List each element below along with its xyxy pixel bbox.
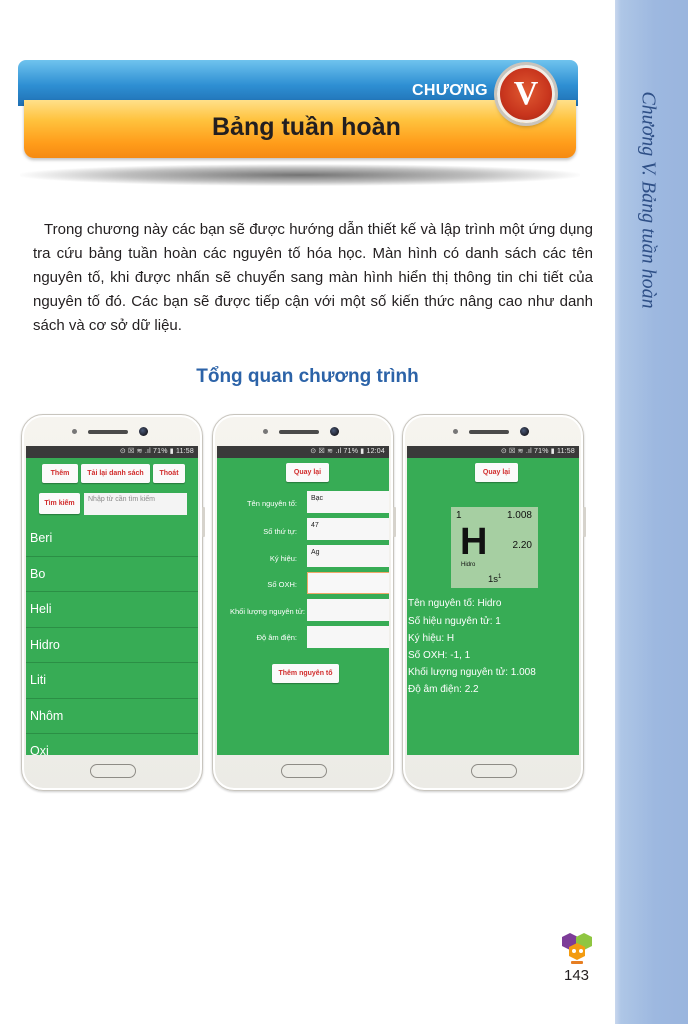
camera-icon — [520, 427, 529, 436]
add-element-button[interactable]: Thêm nguyên tố — [272, 664, 339, 683]
mass-label: Khối lượng nguyên tử: — [229, 607, 305, 616]
electron-config-base: 1s — [488, 574, 499, 586]
detail-atomic-number: Số hiệu nguyên tử: 1 — [408, 616, 501, 627]
list-item[interactable]: Hidro — [26, 628, 198, 664]
name-label: Tên nguyên tố: — [246, 499, 297, 508]
earpiece — [469, 430, 509, 434]
home-button[interactable] — [471, 764, 517, 778]
electronegativity-field[interactable] — [307, 626, 389, 648]
camera-icon — [330, 427, 339, 436]
element-symbol: H — [460, 521, 488, 563]
detail-mass: Khối lượng nguyên tử: 1.008 — [408, 667, 536, 678]
symbol-label: Ký hiệu: — [269, 554, 297, 563]
phone-add-form-screen — [212, 414, 394, 791]
home-button[interactable] — [90, 764, 136, 778]
section-title: Tổng quan chương trình — [196, 366, 419, 387]
chapter-badge — [497, 65, 555, 123]
list-item[interactable]: Oxi — [30, 744, 49, 755]
add-button[interactable]: Thêm — [42, 464, 78, 483]
side-key — [583, 507, 586, 537]
side-key — [393, 507, 396, 537]
sensor-dot — [72, 429, 77, 434]
number-field[interactable]: 47 — [307, 518, 389, 540]
status-bar: ⊙ ☒ ≋ .ıl 71% ▮ 12:04 — [217, 446, 389, 458]
detail-symbol: Ký hiệu: H — [408, 633, 455, 644]
atomic-number: 1 — [456, 510, 462, 521]
symbol-field[interactable]: Ag — [307, 545, 389, 567]
sensor-dot — [263, 429, 268, 434]
atomic-mass: 1.008 — [506, 510, 532, 521]
detail-oxidation: Số OXH: -1, 1 — [408, 650, 471, 661]
element-name: Hidro — [461, 562, 476, 568]
element-tile — [451, 507, 538, 588]
search-input[interactable]: Nhập từ cần tìm kiếm — [84, 493, 187, 515]
earpiece — [279, 430, 319, 434]
search-button[interactable]: Tìm kiếm — [39, 493, 80, 514]
electronegativity-label: Độ âm điện: — [256, 633, 297, 642]
intro-paragraph: Trong chương này các bạn sẽ được hướng dẫn thiết kế và lập trình một ứng dụng tra cứu bảng tuần hoàn các nguyên tố hóa học. Màn hình có danh sách các tên nguyên tố, khi được nhấn sẽ chuyển sang màn hình hiển thị thông tin chi tiết của nguyên tố đó. Các bạn sẽ được tiếp cận với một số kiến thức nâng cao như danh sách và cơ sở dữ liệu. — [33, 221, 593, 334]
chapter-title: Bảng tuần hoàn — [212, 113, 401, 141]
side-key — [202, 507, 205, 537]
list-item[interactable]: Nhôm — [26, 699, 198, 735]
number-label: Số thứ tự: — [263, 527, 297, 536]
electron-config — [488, 574, 501, 585]
side-tab-text: Chương V. Bảng tuần hoàn — [637, 91, 660, 309]
element-list — [26, 521, 198, 755]
phone-list-screen — [21, 414, 203, 791]
earpiece — [88, 430, 128, 434]
back-button[interactable]: Quay lại — [475, 463, 518, 482]
sensor-dot — [453, 429, 458, 434]
reload-list-button[interactable]: Tải lại danh sách — [81, 464, 150, 483]
electronegativity: 2.20 — [512, 540, 532, 551]
list-item[interactable]: Beri — [26, 521, 198, 557]
list-item[interactable]: Heli — [26, 592, 198, 628]
publisher-logo-icon — [562, 931, 598, 965]
mass-field[interactable] — [307, 599, 389, 621]
home-button[interactable] — [281, 764, 327, 778]
chapter-label: CHƯƠNG — [412, 82, 488, 99]
exit-button[interactable]: Thoát — [153, 464, 185, 483]
app-screen — [26, 446, 198, 755]
camera-icon — [139, 427, 148, 436]
name-field[interactable]: Bạc — [307, 491, 389, 513]
phone-detail-screen — [402, 414, 584, 791]
oxh-field[interactable] — [307, 572, 389, 594]
detail-name: Tên nguyên tố: Hidro — [408, 598, 502, 609]
page-number: 143 — [564, 967, 590, 984]
app-screen — [407, 446, 579, 755]
detail-electronegativity: Độ âm điện: 2.2 — [408, 684, 479, 695]
list-item[interactable]: Bo — [26, 557, 198, 593]
back-button[interactable]: Quay lại — [286, 463, 329, 482]
list-item[interactable]: Liti — [26, 663, 198, 699]
chapter-number: V — [513, 75, 539, 112]
status-bar: ⊙ ☒ ≋ .ıl 71% ▮ 11:58 — [407, 446, 579, 458]
oxh-label: Số OXH: — [267, 580, 297, 589]
banner-shadow — [20, 164, 580, 186]
status-bar: ⊙ ☒ ≋ .ıl 71% ▮ 11:58 — [26, 446, 198, 458]
electron-config-exponent: 1 — [498, 574, 502, 580]
app-screen — [217, 446, 389, 755]
